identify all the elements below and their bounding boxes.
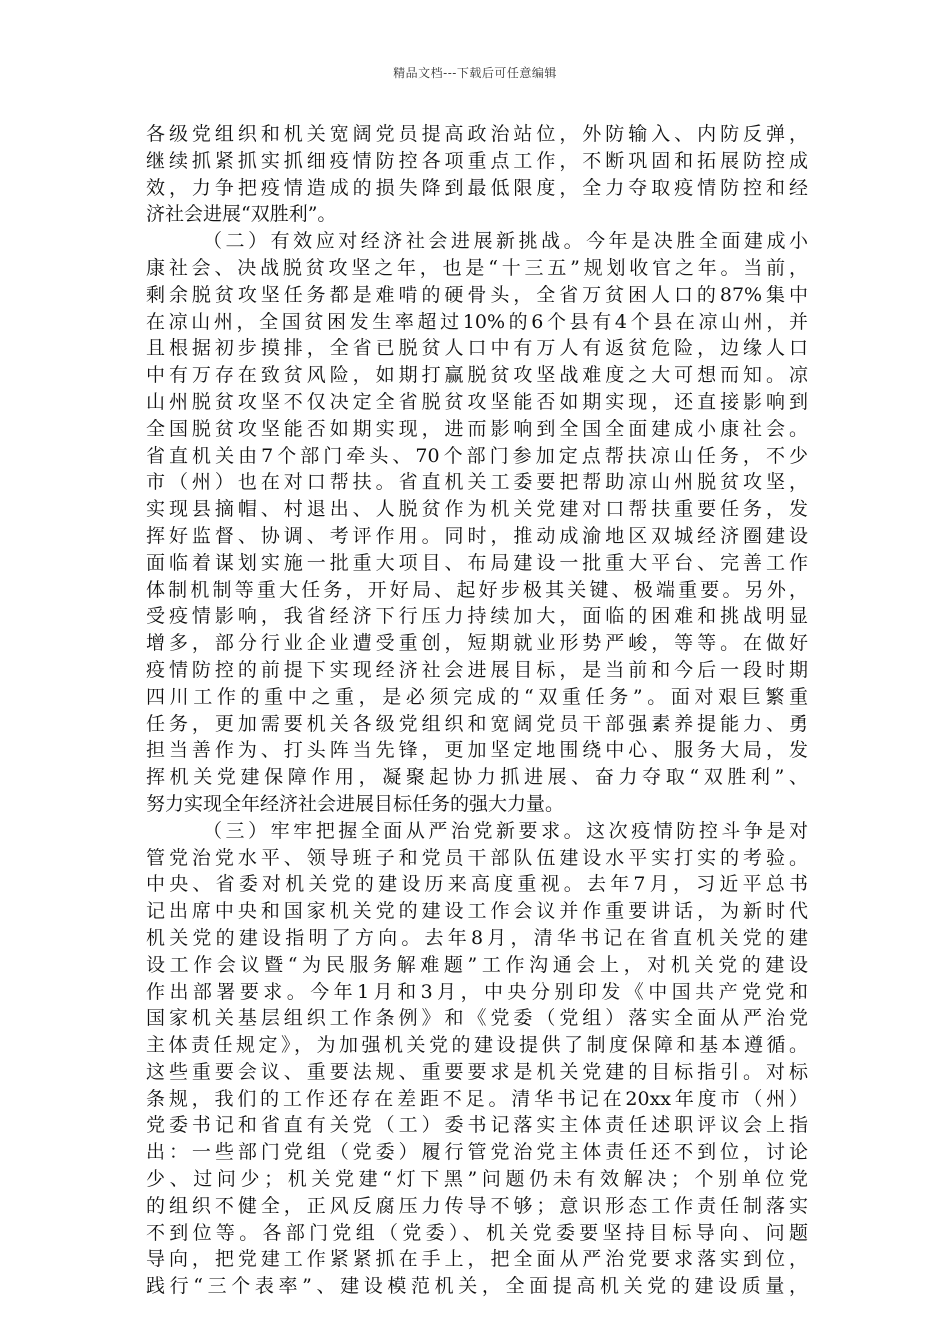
text-line: 记出席中央和国家机关党的建设工作会议并作重要讲话，为新时代 <box>146 900 808 923</box>
text-line: 市（州）也在对口帮扶。省直机关工委要把帮助凉山州脱贫攻坚， <box>146 471 808 494</box>
text-line: 各级党组织和机关宽阔党员提高政治站位，外防输入、内防反弹， <box>146 123 808 145</box>
document-body <box>146 121 808 1300</box>
text-line: 机关党的建设指明了方向。去年8月，清华书记在省直机关党的建 <box>146 926 808 949</box>
text-line: （二）有效应对经济社会进展新挑战。今年是决胜全面建成小 <box>203 230 808 253</box>
paragraph-p2 <box>146 228 808 818</box>
text-line: 担当善作为、打头阵当先锋，更加坚定地围绕中心、服务大局，发 <box>146 739 808 762</box>
text-line: 疫情防控的前提下实现经济社会进展目标，是当前和今后一段时期 <box>146 658 808 681</box>
text-line: 全国脱贫攻坚能否如期实现，进而影响到全国全面建成小康社会。 <box>146 417 808 440</box>
text-line: 且根据初步摸排，全省已脱贫人口中有万人有返贫危险，边缘人口 <box>146 337 808 360</box>
text-line: 的组织不健全，正风反腐压力传导不够；意识形态工作责任制落实 <box>146 1194 808 1217</box>
text-line: 国家机关基层组织工作条例》和《党委（党组）落实全面从严治党 <box>146 1007 808 1030</box>
page-header: 精品文档---下载后可任意编辑 <box>393 66 557 80</box>
text-line: 康社会、决战脱贫攻坚之年，也是“十三五”规划收官之年。当前， <box>146 256 808 279</box>
text-line: 山州脱贫攻坚不仅决定全省脱贫攻坚能否如期实现，还直接影响到 <box>146 390 808 413</box>
text-line: 增多，部分行业企业遭受重创，短期就业形势严峻，等等。在做好 <box>146 632 808 655</box>
text-line: 践行“三个表率”、建设模范机关，全面提高机关党的建设质量， <box>146 1275 808 1298</box>
text-line: 四川工作的重中之重，是必须完成的“双重任务”。面对艰巨繁重 <box>146 685 808 708</box>
text-line: 作出部署要求。今年1月和3月，中央分别印发《中国共产党党和 <box>146 980 808 1003</box>
text-line: 济社会进展“双胜利”。 <box>146 203 337 226</box>
text-line: 效，力争把疫情造成的损失降到最低限度，全力夺取疫情防控和经 <box>146 176 808 199</box>
text-line: 努力实现全年经济社会进展目标任务的强大力量。 <box>146 792 565 815</box>
text-line: 导向，把党建工作紧紧抓在手上，把全面从严治党要求落实到位， <box>146 1248 808 1271</box>
paragraph-p1 <box>146 121 808 228</box>
paragraph-p3 <box>146 818 808 1300</box>
text-line: 省直机关由7个部门牵头、70个部门参加定点帮扶凉山任务，不少 <box>146 444 808 467</box>
text-line: 继续抓紧抓实抓细疫情防控各项重点工作，不断巩固和拓展防控成 <box>146 149 808 172</box>
text-line: 中央、省委对机关党的建设历来高度重视。去年7月，习近平总书 <box>146 873 808 896</box>
text-line: 出：一些部门党组（党委）履行管党治党主体责任还不到位，讨论 <box>146 1141 808 1164</box>
text-line: 条规，我们的工作还存在差距不足。清华书记在20xx年度市（州） <box>146 1087 808 1110</box>
text-line: 党委书记和省直有关党（工）委书记落实主体责任述职评议会上指 <box>146 1114 808 1137</box>
text-line: 这些重要会议、重要法规、重要要求是机关党建的目标指引。对标 <box>146 1060 808 1083</box>
text-line: 不到位等。各部门党组（党委）、机关党委要坚持目标导向、问题 <box>146 1221 808 1244</box>
text-line: 中有万存在致贫风险，如期打赢脱贫攻坚战难度之大可想而知。凉 <box>146 364 808 387</box>
text-line: 剩余脱贫攻坚任务都是难啃的硬骨头，全省万贫困人口的87%集中 <box>146 283 808 306</box>
text-line: 挥好监督、协调、考评作用。同时，推动成渝地区双城经济圈建设 <box>146 524 808 547</box>
text-line: 实现县摘帽、村退出、人脱贫作为机关党建对口帮扶重要任务，发 <box>146 498 808 521</box>
text-line: 管党治党水平、领导班子和党员干部队伍建设水平实打实的考验。 <box>146 846 808 869</box>
text-line: （三）牢牢把握全面从严治党新要求。这次疫情防控斗争是对 <box>203 819 808 842</box>
text-line: 少、过问少；机关党建“灯下黑”问题仍未有效解决；个别单位党 <box>146 1168 808 1191</box>
text-line: 在凉山州，全国贫困发生率超过10%的6个县有4个县在凉山州，并 <box>146 310 808 333</box>
text-line: 受疫情影响，我省经济下行压力持续加大，面临的困难和挑战明显 <box>146 605 808 628</box>
text-line: 挥机关党建保障作用，凝聚起协力抓进展、奋力夺取“双胜利”、 <box>146 766 808 789</box>
text-line: 设工作会议暨“为民服务解难题”工作沟通会上，对机关党的建设 <box>146 953 808 976</box>
text-line: 任务，更加需要机关各级党组织和宽阔党员干部强素养提能力、勇 <box>146 712 808 735</box>
text-line: 面临着谋划实施一批重大项目、布局建设一批重大平台、完善工作 <box>146 551 808 574</box>
text-line: 体制机制等重大任务，开好局、起好步极其关键、极端重要。另外， <box>146 578 808 601</box>
text-line: 主体责任规定》，为加强机关党的建设提供了制度保障和基本遵循。 <box>146 1034 808 1057</box>
